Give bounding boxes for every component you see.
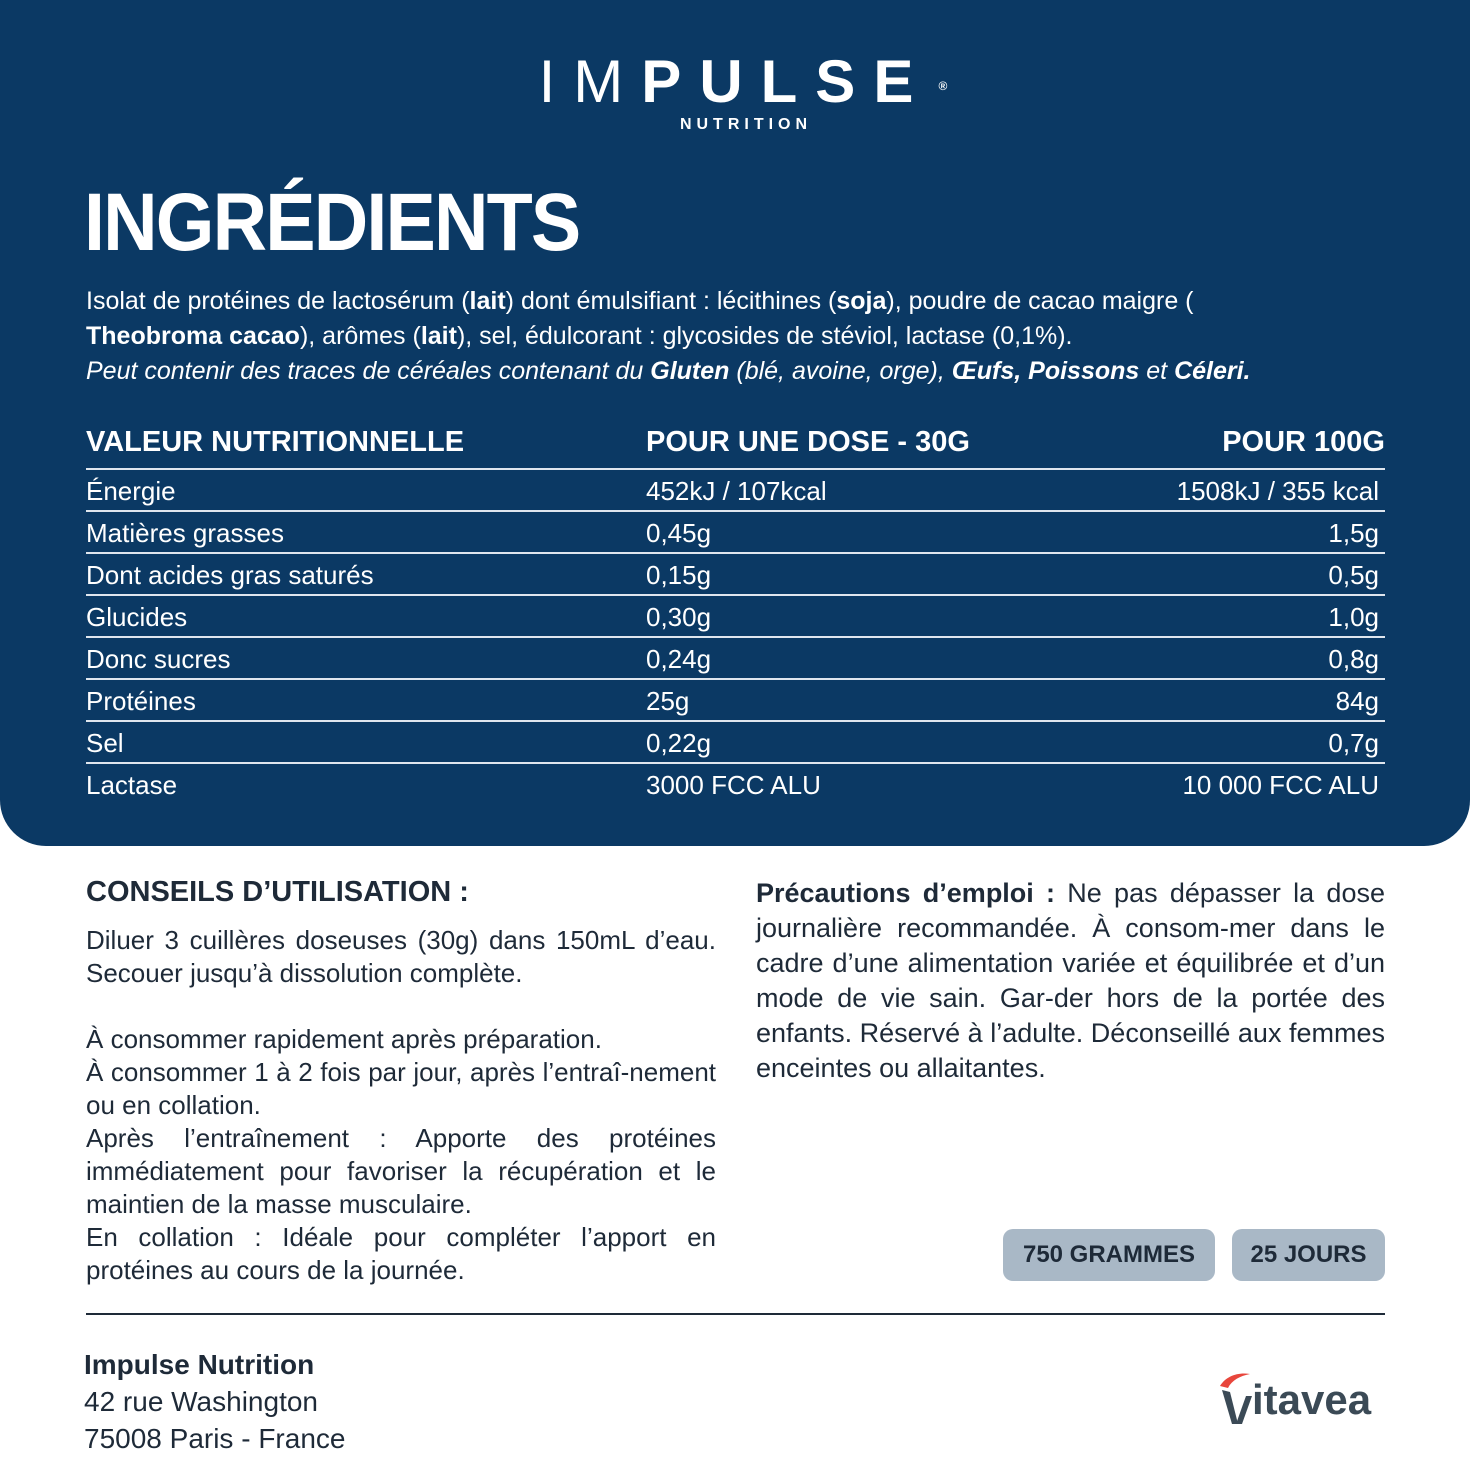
nutrient-name: Glucides — [86, 602, 188, 632]
header-per-100g: POUR 100G — [1222, 426, 1385, 458]
table-row — [86, 764, 1385, 806]
header-per-dose: POUR UNE DOSE - 30G — [646, 426, 970, 458]
traces-segment: Peut contenir des traces de céréales contenant du — [86, 357, 651, 385]
per-dose-value: 25g — [646, 686, 690, 716]
usage-advice-text — [86, 924, 716, 1287]
header-nutritional-value: VALEUR NUTRITIONNELLE — [86, 426, 465, 458]
vitavea-wordmark: itavea — [1252, 1376, 1372, 1423]
ingredients-segment: ) dont émulsifiant : lécithines ( — [505, 287, 837, 315]
per-100g-value: 0,8g — [1328, 644, 1379, 674]
table-row — [86, 596, 1385, 638]
usage-paragraph: Diluer 3 cuillères doseuses (30g) dans 150mL d’eau. Secouer jusqu’à dissolution complète. — [86, 925, 716, 988]
usage-advice-title: CONSEILS D’UTILISATION : — [86, 876, 469, 908]
table-row — [86, 512, 1385, 554]
precautions-body: Ne pas dépasser la dose journalière recommandée. À consom-mer dans le cadre d’une alimentation variée et équilibrée et d’un mode de vie sain. Gar-der hors de la portée des enfants. Réservé à l’adulte. Déconseillé aux femmes enceintes ou allaitantes. — [756, 878, 1385, 1083]
nutrient-name: Protéines — [86, 686, 196, 716]
registered-mark: ® — [938, 79, 948, 93]
per-dose-value: 0,45g — [646, 518, 712, 548]
vitavea-logo — [1216, 1370, 1396, 1430]
ingredients-text — [86, 284, 1406, 389]
address-street: 42 rue Washington — [84, 1386, 318, 1417]
impulse-logo — [0, 48, 1470, 134]
per-100g-value: 0,5g — [1328, 560, 1379, 590]
weight-badge: 750 GRAMMES — [1003, 1229, 1215, 1281]
logo-wordmark — [538, 48, 948, 115]
address-city: 75008 Paris - France — [84, 1423, 346, 1454]
usage-paragraph: À consommer rapidement après préparation. — [86, 1024, 602, 1054]
per-dose-value: 3000 FCC ALU — [646, 770, 821, 800]
table-row — [86, 722, 1385, 764]
per-dose-value: 0,22g — [646, 728, 712, 758]
company-name: Impulse Nutrition — [84, 1349, 315, 1380]
per-dose-value: 0,15g — [646, 560, 712, 590]
per-100g-value: 10 000 FCC ALU — [1182, 770, 1379, 800]
allergen-lait: lait — [469, 287, 506, 315]
per-100g-value: 1508kJ / 355 kcal — [1176, 476, 1379, 506]
per-100g-value: 1,5g — [1328, 518, 1379, 548]
usage-paragraph: Après l’entraînement : Apporte des protéines immédiatement pour favoriser la récupération et le maintien de la masse musculaire. — [86, 1123, 716, 1219]
table-row — [86, 554, 1385, 596]
nutrient-name: Dont acides gras saturés — [86, 560, 374, 590]
per-dose-value: 0,24g — [646, 644, 712, 674]
per-100g-value: 84g — [1335, 686, 1379, 716]
traces-segment: (blé, avoine, orge), — [729, 357, 952, 385]
per-100g-value: 1,0g — [1328, 602, 1379, 632]
nutrient-name: Énergie — [86, 476, 176, 506]
logo-im: IM — [538, 48, 642, 115]
company-address — [84, 1346, 345, 1457]
table-row — [86, 638, 1385, 680]
ingredients-segment: Isolat de protéines de lactosérum ( — [86, 287, 470, 315]
traces-segment: et — [1139, 357, 1175, 385]
logo-pulse: PULSE — [641, 48, 932, 115]
allergen-gluten: Gluten — [650, 357, 730, 385]
usage-paragraph: En collation : Idéale pour compléter l’apport en protéines au cours de la journée. — [86, 1222, 716, 1285]
precautions-text — [756, 876, 1385, 1086]
nutrition-header-row — [86, 416, 1385, 470]
ingredients-title: INGRÉDIENTS — [84, 177, 580, 268]
nutrient-name: Donc sucres — [86, 644, 231, 674]
nutrient-name: Matières grasses — [86, 518, 284, 548]
ingredients-segment: ), arômes ( — [299, 322, 421, 350]
logo-subtitle: NUTRITION — [679, 116, 813, 133]
precautions-label: Précautions d’emploi : — [756, 878, 1056, 908]
allergen-oeufs-poissons: Œufs, Poissons — [951, 357, 1140, 385]
traces-text — [86, 357, 1251, 385]
nutrient-name: Lactase — [86, 770, 178, 800]
table-row — [86, 470, 1385, 512]
per-dose-value: 452kJ / 107kcal — [646, 476, 827, 506]
usage-paragraph: À consommer 1 à 2 fois par jour, après l’entraî-nement ou en collation. — [86, 1057, 716, 1120]
allergen-soja: soja — [836, 287, 887, 315]
days-badge: 25 JOURS — [1232, 1229, 1385, 1281]
divider — [86, 1313, 1385, 1315]
nutrient-name: Sel — [86, 728, 124, 758]
per-100g-value: 0,7g — [1328, 728, 1379, 758]
nutrition-table — [86, 416, 1385, 806]
table-row — [86, 680, 1385, 722]
allergen-lait: lait — [420, 322, 457, 350]
ingredients-segment: ), sel, édulcorant : glycosides de stéviol, lactase (0,1%). — [456, 322, 1073, 350]
ingredients-segment: ), poudre de cacao maigre ( — [886, 287, 1194, 315]
per-dose-value: 0,30g — [646, 602, 712, 632]
theobroma-cacao: Theobroma cacao — [86, 322, 300, 350]
allergen-celeri: Céleri. — [1174, 357, 1251, 385]
